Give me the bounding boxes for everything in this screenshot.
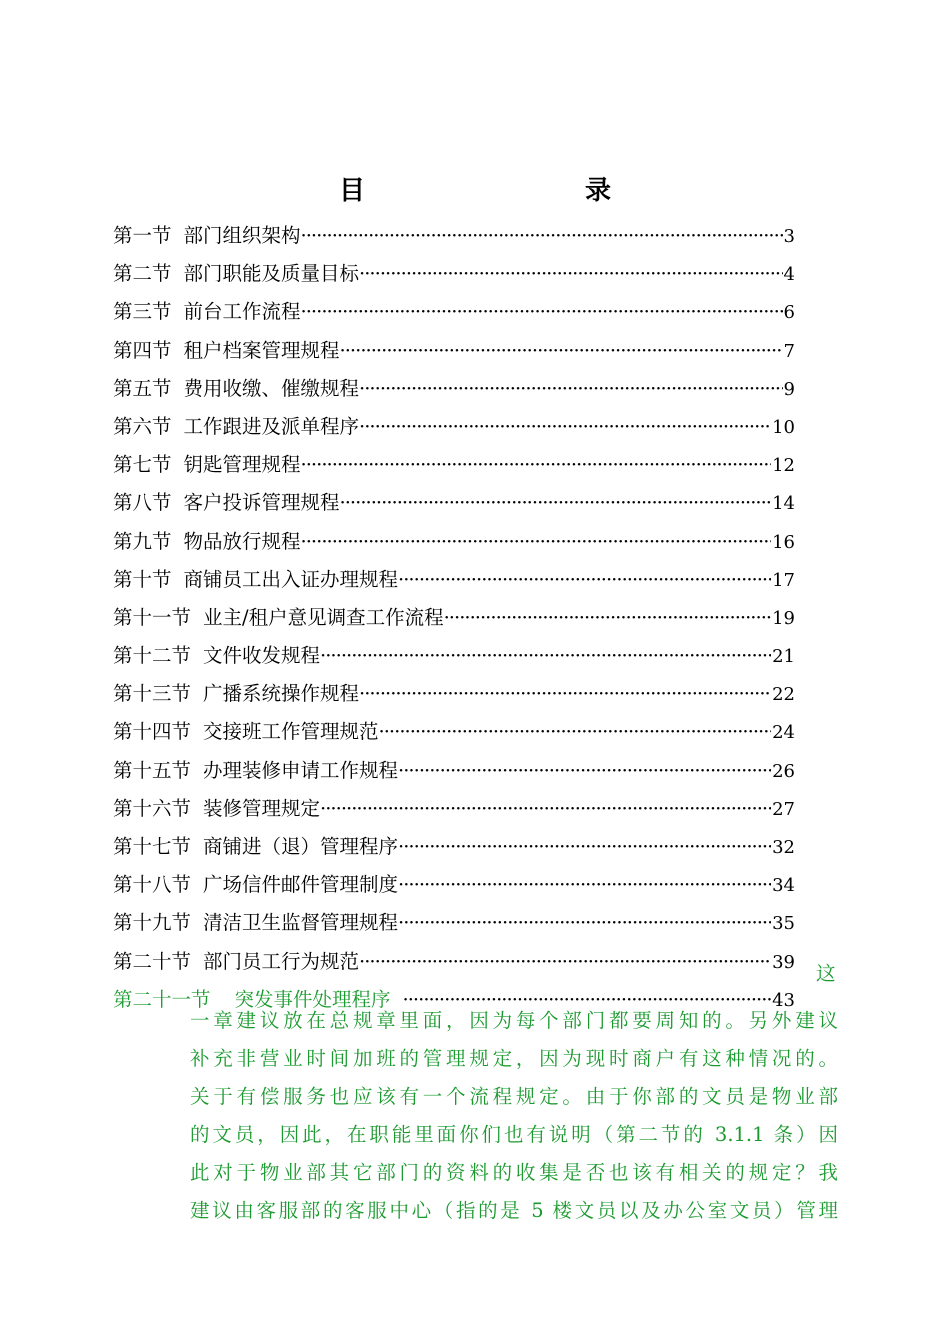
- review-comment-lead: 这: [816, 962, 836, 985]
- toc-section-number: 第十九节: [113, 911, 192, 935]
- toc-page-number: 26: [772, 760, 795, 782]
- toc-section-number: 第四节: [113, 338, 172, 362]
- review-comment-line: 关于有偿服务也应该有一个流程规定。由于你部的文员是物业部: [190, 1085, 838, 1108]
- toc-page-number: 24: [772, 722, 795, 744]
- toc-section-title: 清洁卫生监督管理规程: [203, 911, 399, 935]
- toc-leader-dots: [359, 370, 783, 408]
- toc-section-number: 第十四节: [113, 720, 192, 744]
- toc-page-number: 9: [783, 378, 795, 400]
- toc-section-title: 费用收缴、催缴规程: [183, 376, 360, 400]
- toc-entry[interactable]: [113, 293, 795, 331]
- toc-section-title: 物品放行规程: [183, 529, 301, 553]
- toc-page-number: 10: [772, 416, 795, 438]
- toc-entry[interactable]: [113, 904, 795, 942]
- review-comment-line: 此对于物业部其它部门的资料的收集是否也该有相关的规定？我: [190, 1161, 838, 1184]
- toc-section-title: 部门员工行为规范: [203, 949, 360, 973]
- toc-section-number: 第二节: [113, 262, 172, 286]
- toc-section-number: 第一节: [113, 224, 172, 247]
- toc-title: 目 录: [338, 176, 667, 206]
- toc-page-number: 7: [783, 340, 795, 362]
- toc-leader-dots: [301, 446, 772, 484]
- toc-section-number: 第六节: [113, 414, 172, 438]
- toc-leader-dots: [301, 523, 772, 561]
- toc-section-title: 钥匙管理规程: [183, 453, 301, 477]
- toc-entry[interactable]: [113, 446, 795, 484]
- toc-section-number: 第八节: [113, 491, 172, 515]
- toc-section-number: 第十七节: [113, 835, 192, 858]
- toc-section-title: 广播系统操作规程: [203, 682, 360, 706]
- toc-page-number: 21: [772, 646, 795, 668]
- toc-page-number: 17: [772, 569, 795, 591]
- toc-section-number: 第十一节: [113, 605, 192, 629]
- toc-section-title: 突发事件处理程序: [234, 987, 391, 1011]
- toc-section-title: 部门组织架构: [183, 224, 301, 247]
- toc-leader-dots: [359, 255, 783, 293]
- toc-section-title: 商铺进（退）管理程序: [203, 835, 399, 858]
- review-comment-line: 补充非营业时间加班的管理规定，因为现时商户有这种情况的。: [190, 1047, 838, 1070]
- toc-section-title: 部门职能及质量目标: [183, 262, 360, 286]
- review-comment-line: 一章建议放在总规章里面，因为每个部门都要周知的。另外建议: [190, 1009, 838, 1032]
- toc-section-number: 第二十节: [113, 949, 192, 973]
- toc-leader-dots: [398, 828, 771, 866]
- toc-section-number: 第十五节: [113, 758, 192, 782]
- toc-section-title: 办理装修申请工作规程: [203, 758, 399, 782]
- toc-page-number: 43: [772, 989, 795, 1011]
- toc-entry[interactable]: [113, 255, 795, 293]
- toc-leader-dots: [340, 484, 772, 522]
- toc-page-number: 4: [783, 264, 795, 286]
- toc-section-title: 业主/租户意见调查工作流程: [203, 605, 444, 629]
- toc-entry[interactable]: [113, 408, 795, 446]
- toc-page-number: 32: [772, 837, 795, 858]
- toc-page-number: 35: [772, 913, 795, 935]
- toc-entry[interactable]: [113, 484, 795, 522]
- toc-leader-dots: [301, 217, 783, 255]
- toc-section-title: 装修管理规定: [203, 796, 321, 820]
- toc-entry[interactable]: [113, 523, 795, 561]
- toc-entry[interactable]: [113, 332, 795, 370]
- toc-leader-dots: [320, 790, 771, 828]
- toc-leader-dots: [359, 408, 771, 446]
- review-comment: [190, 1002, 838, 1230]
- toc-entry[interactable]: [113, 943, 795, 981]
- toc-entry[interactable]: [113, 217, 795, 255]
- toc-leader-dots: [340, 332, 783, 370]
- toc-section-number: 第五节: [113, 376, 172, 400]
- toc-entry[interactable]: [113, 599, 795, 637]
- toc-leader-dots: [398, 561, 771, 599]
- review-comment-line: 的文员，因此，在职能里面你们也有说明（第二节的 3.1.1 条）因: [190, 1123, 838, 1146]
- toc-section-title: 前台工作流程: [183, 300, 301, 324]
- toc-page-number: 3: [783, 226, 795, 247]
- toc-entry[interactable]: [113, 828, 795, 866]
- toc-section-title: 文件收发规程: [203, 644, 321, 668]
- toc-leader-dots: [359, 675, 771, 713]
- review-comment-line: 建议由客服部的客服中心（指的是 5 楼文员以及办公室文员）管理: [190, 1199, 838, 1222]
- toc-leader-dots: [379, 713, 772, 751]
- toc-entry[interactable]: [113, 370, 795, 408]
- toc-section-number: 第十八节: [113, 873, 192, 897]
- toc-section-title: 工作跟进及派单程序: [183, 414, 360, 438]
- toc-page-number: 22: [772, 684, 795, 706]
- toc-entry[interactable]: [113, 866, 795, 904]
- toc-section-title: 租户档案管理规程: [183, 338, 340, 362]
- toc-section-number: 第九节: [113, 529, 172, 553]
- toc-leader-dots: [398, 904, 771, 942]
- toc-leader-dots: [359, 943, 771, 981]
- toc-page-number: 27: [772, 798, 795, 820]
- toc-entry[interactable]: [113, 675, 795, 713]
- toc-section-number: 第二十一节: [113, 987, 211, 1011]
- toc-section-title: 交接班工作管理规范: [203, 720, 379, 744]
- toc-section-number: 第十二节: [113, 644, 192, 668]
- toc-page-number: 14: [772, 493, 795, 515]
- toc-leader-dots: [398, 752, 771, 790]
- toc-entry[interactable]: [113, 561, 795, 599]
- toc-page-number: 39: [772, 951, 795, 973]
- toc-section-title: 广场信件邮件管理制度: [203, 873, 399, 897]
- toc-section-number: 第十三节: [113, 682, 192, 706]
- toc-entry[interactable]: [113, 752, 795, 790]
- toc-entry[interactable]: [113, 637, 795, 675]
- toc-page-number: 19: [772, 607, 795, 629]
- toc-page-number: 34: [772, 875, 795, 897]
- toc-section-number: 第七节: [113, 453, 172, 477]
- toc-section-number: 第十节: [113, 567, 172, 591]
- toc-leader-dots: [444, 599, 772, 637]
- toc-entry[interactable]: [113, 790, 795, 828]
- toc-section-title: 商铺员工出入证办理规程: [183, 567, 399, 591]
- toc-page-number: 6: [783, 302, 795, 324]
- toc-leader-dots: [398, 866, 771, 904]
- toc-page-number: 12: [772, 455, 795, 477]
- toc-entry[interactable]: [113, 713, 795, 751]
- toc-section-title: 客户投诉管理规程: [183, 491, 340, 515]
- toc-page-number: 16: [772, 531, 795, 553]
- toc-section-number: 第三节: [113, 300, 172, 324]
- toc-list: [113, 217, 795, 1019]
- toc-leader-dots: [320, 637, 771, 675]
- toc-section-number: 第十六节: [113, 796, 192, 820]
- toc-leader-dots: [301, 293, 783, 331]
